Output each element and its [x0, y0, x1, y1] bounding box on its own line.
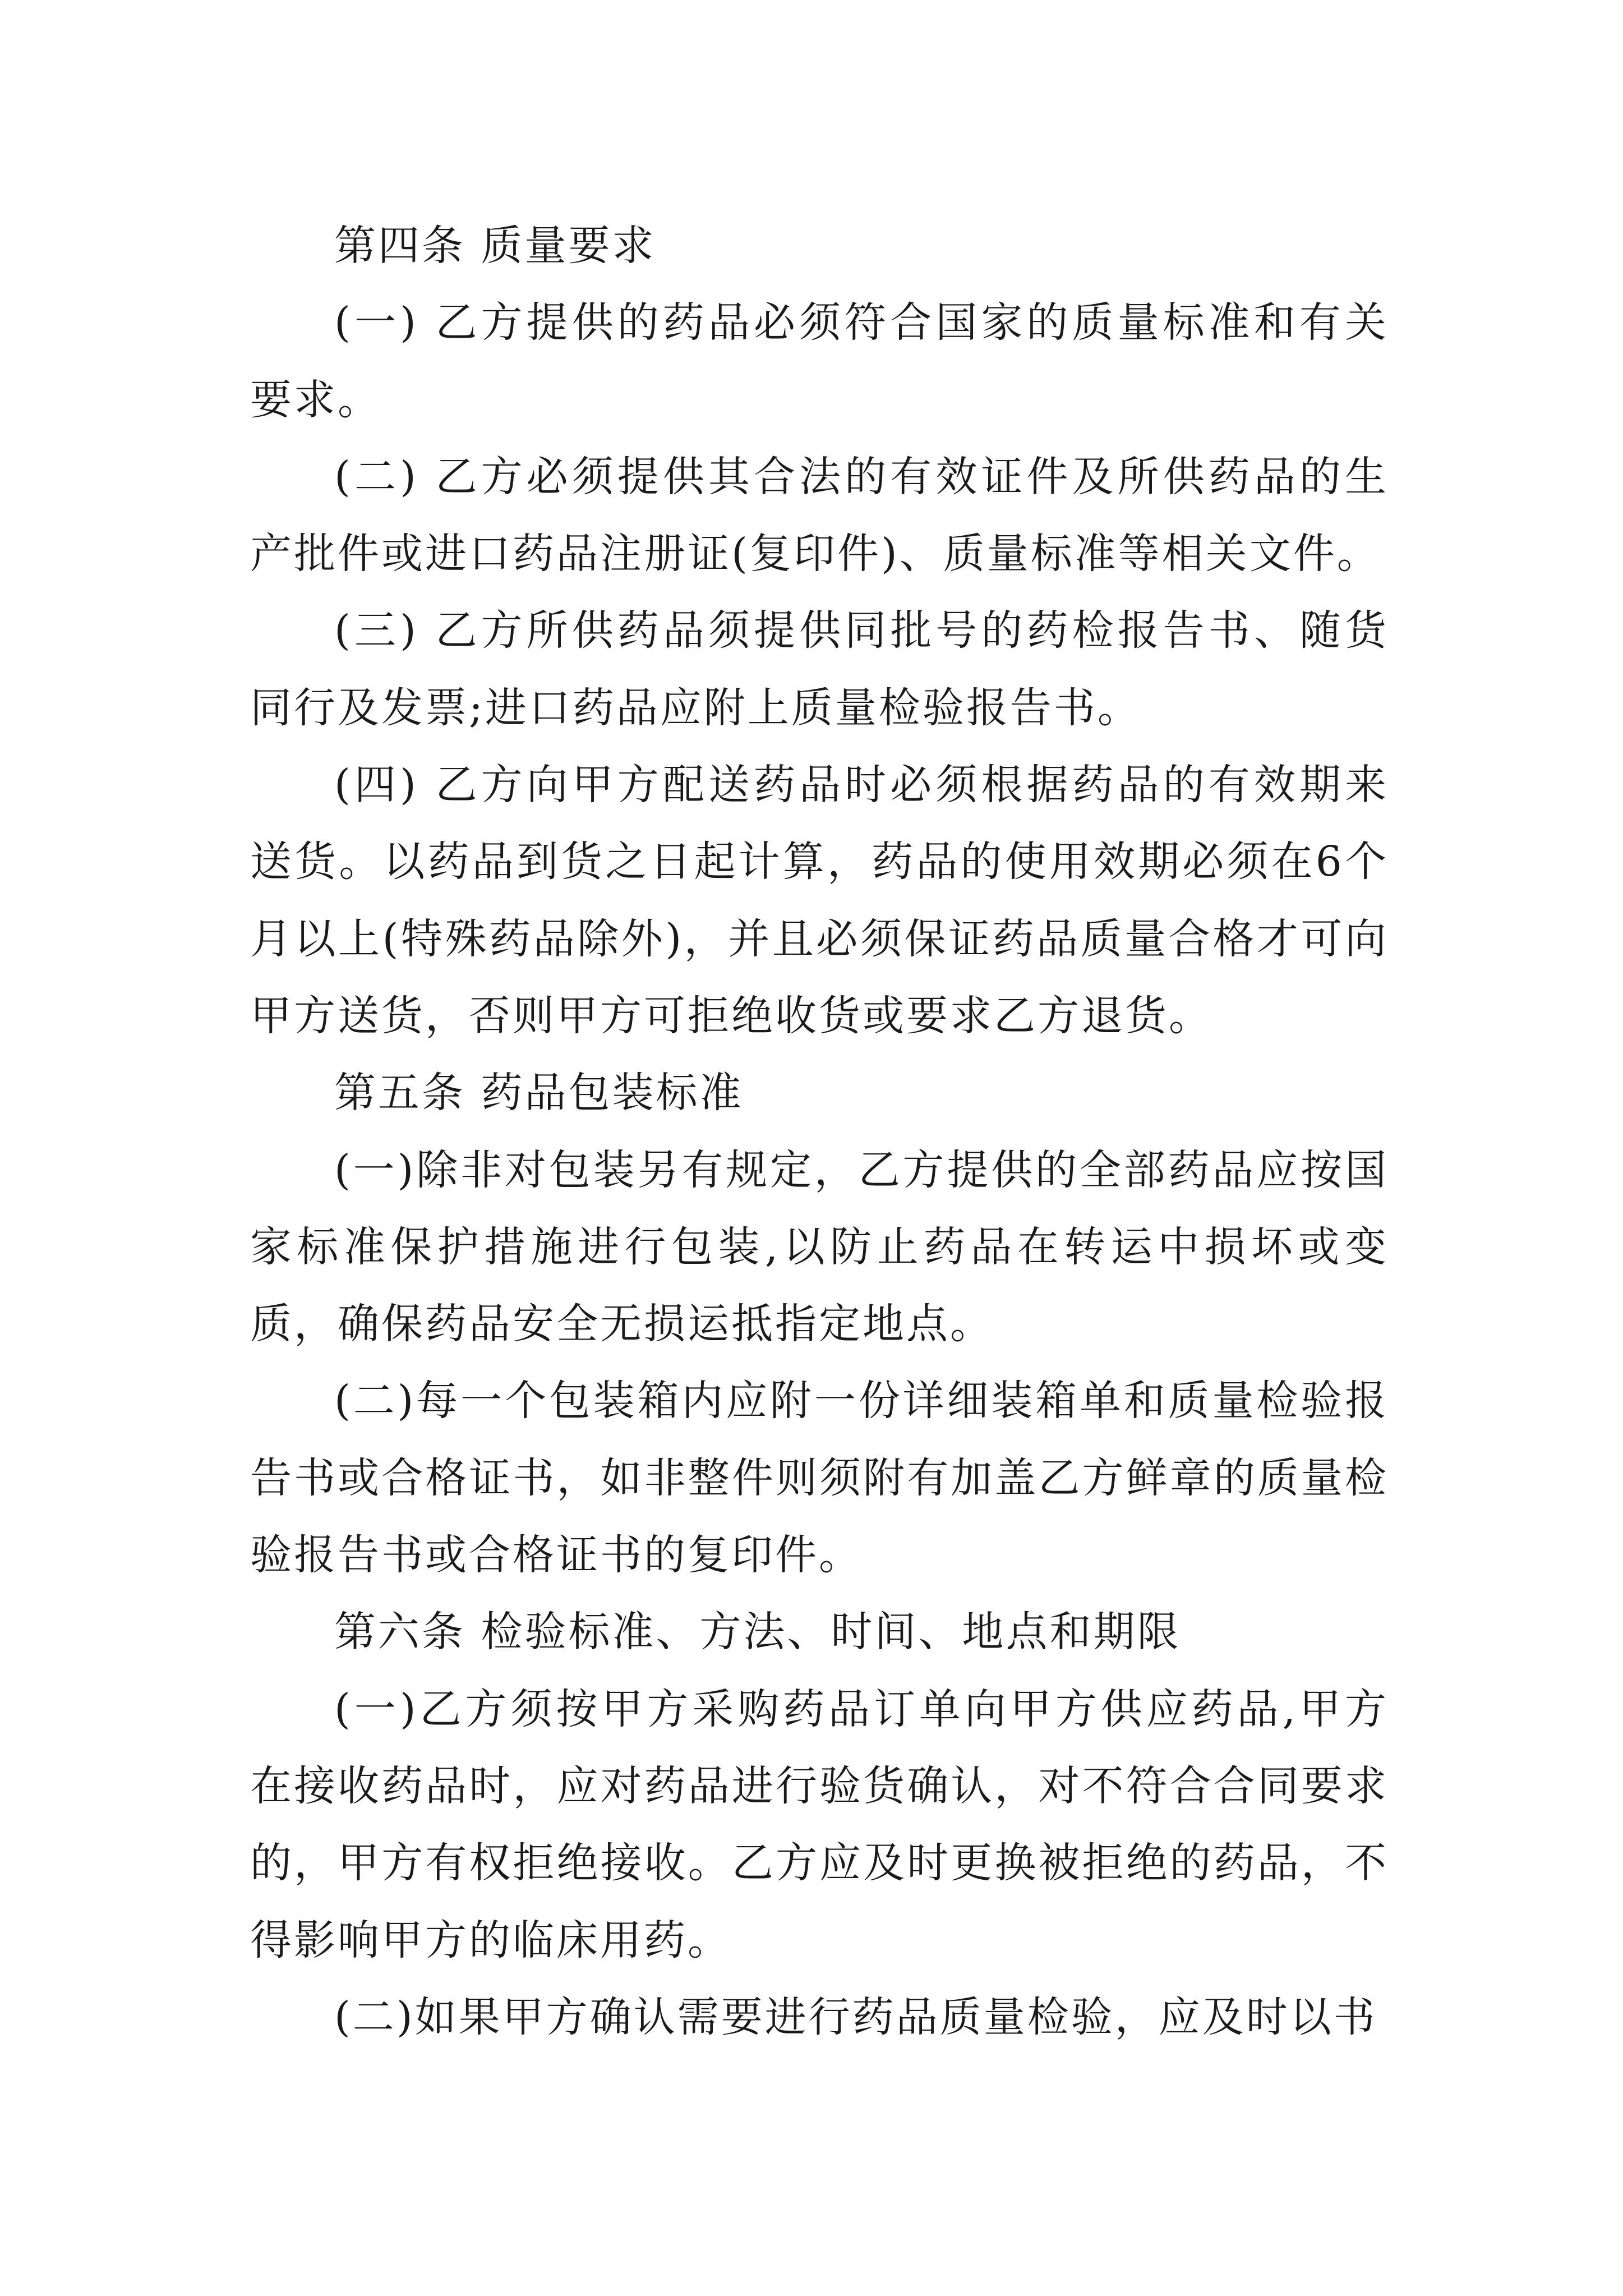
- clause-4-3: (三) 乙方所供药品须提供同批号的药检报告书、随货同行及发票;进口药品应附上质量检验报告书。: [250, 606, 1389, 732]
- clause-6-2: (二)如果甲方确认需要进行药品质量检验，应及时以书: [334, 1993, 1377, 2041]
- clause-4-2: (二) 乙方必须提供其合法的有效证件及所供药品的生产批件或进口药品注册证(复印件)、质量标准等相关文件。: [250, 452, 1389, 578]
- clause-4-1: (一) 乙方提供的药品必须符合国家的质量标准和有关要求。: [250, 298, 1389, 424]
- clause-5-1: (一)除非对包装另有规定，乙方提供的全部药品应按国家标准保护措施进行包装,以防止药品在转运中损坏或变质，确保药品安全无损运抵指定地点。: [250, 1145, 1389, 1349]
- article-heading-5: 第五条 药品包装标准: [334, 1069, 744, 1117]
- clause-4-4: (四) 乙方向甲方配送药品时必须根据药品的有效期来送货。以药品到货之日起计算，药品的使用效期必须在6个月以上(特殊药品除外)，并且必须保证药品质量合格才可向甲方送货，否则甲方可拒绝收货或要求乙方退货。: [250, 761, 1389, 1040]
- document-body: [250, 208, 1389, 2056]
- article-heading-4: 第四条 质量要求: [334, 222, 656, 270]
- article-heading-6: 第六条 检验标准、方法、时间、地点和期限: [334, 1608, 1181, 1657]
- clause-6-1: (一)乙方须按甲方采购药品订单向甲方供应药品,甲方在接收药品时，应对药品进行验货确认，对不符合合同要求的，甲方有权拒绝接收。乙方应及时更换被拒绝的药品，不得影响甲方的临床用药。: [250, 1685, 1389, 1964]
- clause-5-2: (二)每一个包装箱内应附一份详细装箱单和质量检验报告书或合格证书，如非整件则须附有加盖乙方鲜章的质量检验报告书或合格证书的复印件。: [250, 1377, 1389, 1580]
